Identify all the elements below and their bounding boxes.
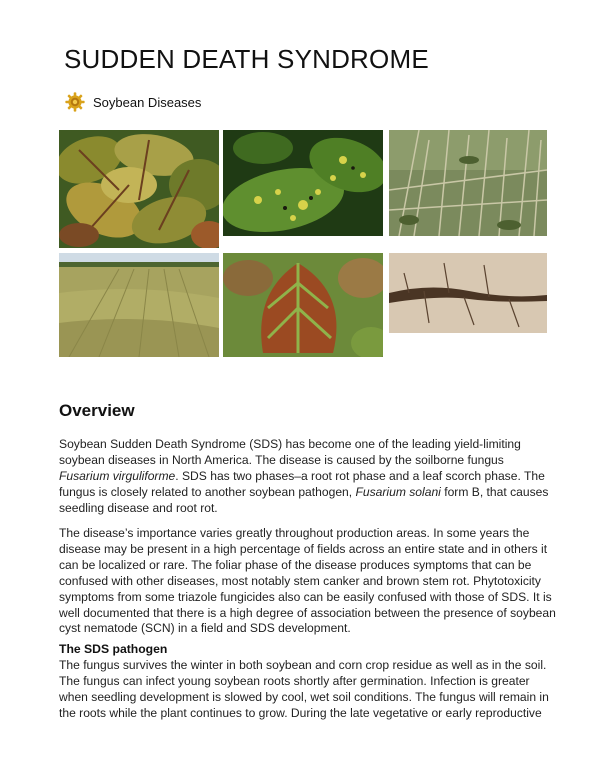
text-line: soybean diseases in North America. The disease is caused by the soilborne fungus: [59, 452, 504, 467]
text-line: confused with other diseases, most notably stem canker and brown stem rot. Phytotoxicity: [59, 573, 541, 588]
text-fragment: form B, that causes: [440, 484, 549, 499]
overview-heading: Overview: [59, 401, 135, 420]
text-line: The fungus can infect young soybean roots shortly after germination. Infection is greater: [59, 673, 530, 688]
species-name: Fusarium virguliforme: [59, 468, 176, 483]
text-line: The fungus survives the winter in both soybean and corn crop residue as well as in the soil.: [59, 658, 547, 672]
photo-defoliated-stems: [389, 130, 547, 236]
text-line: the roots while the plant continues to grow. During the late vegetative or early reproductive: [59, 705, 542, 720]
photo-field-view: [59, 253, 219, 357]
paragraph-importance: [59, 526, 556, 637]
text-line: symptoms from some triazole fungicides also can be easily confused with those of SDS. It is: [59, 589, 552, 604]
text-line: [59, 484, 549, 501]
species-name: Fusarium solani: [355, 484, 441, 499]
series-label: Soybean Diseases: [93, 94, 202, 110]
text-line: cyst nematode (SCN) in a field and SDS development.: [59, 621, 351, 636]
text-line: [59, 469, 543, 485]
text-line: seedling disease and root rot.: [59, 500, 218, 515]
paragraph-pathogen: [59, 658, 549, 722]
text-line: when seedling development is slowed by cool, wet soil conditions. The fungus will remain in: [59, 689, 549, 704]
text-line: Soybean Sudden Death Syndrome (SDS) has become one of the leading yield-limiting: [59, 437, 521, 451]
photo-leaf-scorch-canopy: [59, 130, 219, 248]
paragraph-intro: [59, 437, 549, 517]
photo-rotted-root: [389, 253, 547, 333]
photo-leaf-chlorotic-spots: [223, 130, 383, 236]
text-fragment: fungus is closely related to another soybean pathogen,: [59, 484, 356, 499]
text-fragment: . SDS has two phases–a root rot phase and a leaf scorch phase. The: [175, 468, 545, 483]
photo-interveinal-necrosis-leaf: [223, 253, 383, 357]
gear-icon: [64, 91, 86, 113]
series-badge: [64, 90, 201, 114]
document-title: SUDDEN DEATH SYNDROME: [64, 44, 429, 74]
text-line: well documented that there is a high degree of association between the presence of soybean: [59, 605, 556, 620]
text-line: The disease’s importance varies greatly throughout production areas. In some years the: [59, 526, 530, 540]
pathogen-heading: The SDS pathogen: [59, 642, 168, 656]
text-line: disease may be present in a high percentage of fields across an entire state and in others it: [59, 541, 548, 556]
text-line: can be localized or rare. The foliar phase of the disease produces symptoms that can be: [59, 557, 532, 572]
